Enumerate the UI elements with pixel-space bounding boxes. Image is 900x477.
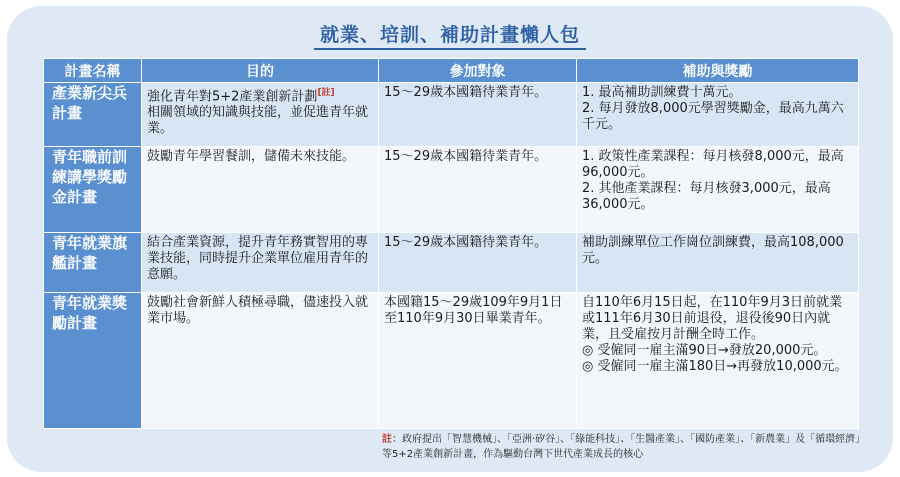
header-purpose: 目的 <box>142 59 379 83</box>
target-line: 15～29歲本國籍待業青年。 <box>384 85 548 100</box>
plan-target <box>379 233 577 293</box>
header-target: 參加對象 <box>379 59 577 83</box>
plan-target <box>379 83 577 147</box>
plan-subsidy <box>577 233 859 293</box>
header-plan-name: 計畫名稱 <box>44 59 142 83</box>
table-row <box>44 147 859 233</box>
subsidy-line: 1. 政策性產業課程：每月核發8,000元，最高96,000元。 <box>582 149 844 180</box>
page-title <box>0 20 900 47</box>
plans-table <box>43 58 859 429</box>
page-title-text: 就業、培訓、補助計畫懶人包 <box>314 24 586 50</box>
footnote-mark: 註 <box>382 434 392 445</box>
subsidy-line: ◎ 受僱同一雇主滿90日→發放20,000元。 <box>582 343 827 358</box>
header-subsidy: 補助與獎勵 <box>577 59 859 83</box>
plan-target <box>379 147 577 233</box>
table-header-row <box>44 59 859 83</box>
purpose-line: 相關領域的知識與技能，並促進青年就業。 <box>147 105 369 137</box>
purpose-line: 鼓勵青年學習餐訓，儲備未來技能。 <box>147 149 356 164</box>
purpose-text: 強化青年對5+2產業創新計劃 <box>147 89 318 105</box>
plan-subsidy <box>577 293 859 429</box>
plan-name: 產業新尖兵計畫 <box>44 83 142 147</box>
subsidy-line: 補助訓練單位工作崗位訓練費，最高108,000元。 <box>582 235 844 266</box>
table-row <box>44 83 859 147</box>
subsidy-line: 1. 最高補助訓練費十萬元。 <box>582 85 742 100</box>
subsidy-line: 2. 其他產業課程：每月核發3,000元，最高36,000元。 <box>582 181 831 212</box>
subsidy-line: 2. 每月發放8,000元學習獎勵金，最高九萬六千元。 <box>582 101 844 132</box>
target-line: 15～29歲本國籍待業青年。 <box>384 235 548 250</box>
plan-purpose <box>142 293 379 429</box>
plan-purpose <box>142 233 379 293</box>
purpose-line: 結合產業資源，提升青年務實智用的專業技能，同時提升企業單位雇用青年的意願。 <box>147 235 369 282</box>
purpose-line: 鼓勵社會新鮮人積極尋職，儘速投入就業市場。 <box>147 295 369 326</box>
table-row <box>44 233 859 293</box>
plan-purpose <box>142 83 379 147</box>
plan-target <box>379 293 577 429</box>
footnote <box>382 432 872 462</box>
plan-name: 青年職前訓練講學獎勵金計畫 <box>44 147 142 233</box>
plan-subsidy <box>577 83 859 147</box>
plan-name: 青年就業旗艦計畫 <box>44 233 142 293</box>
target-line: 15～29歲本國籍待業青年。 <box>384 149 548 164</box>
plan-name: 青年就業獎勵計畫 <box>44 293 142 429</box>
subsidy-line: 自110年6月15日起，在110年9月3日前就業或111年6月30日前退役，退役後90日內就業，且受雇按月計酬全時工作。 <box>582 295 842 342</box>
plan-subsidy <box>577 147 859 233</box>
plan-purpose <box>142 147 379 233</box>
purpose-line <box>147 85 373 105</box>
subsidy-line: ◎ 受僱同一雇主滿180日→再發放10,000元。 <box>582 359 848 374</box>
target-line: 本國籍15～29歲109年9月1日至110年9月30日畢業青年。 <box>384 295 563 326</box>
table-row <box>44 293 859 429</box>
footnote-marker: [註] <box>317 88 335 98</box>
footnote-text: ：政府提出「智慧機械」、「亞洲‧矽谷」、「綠能科技」、「生醫產業」、「國防產業」、「新農業」及「循環經濟」等5+2產業創新計畫，作為驅動台灣下世代產業成長的核心 <box>382 434 866 460</box>
